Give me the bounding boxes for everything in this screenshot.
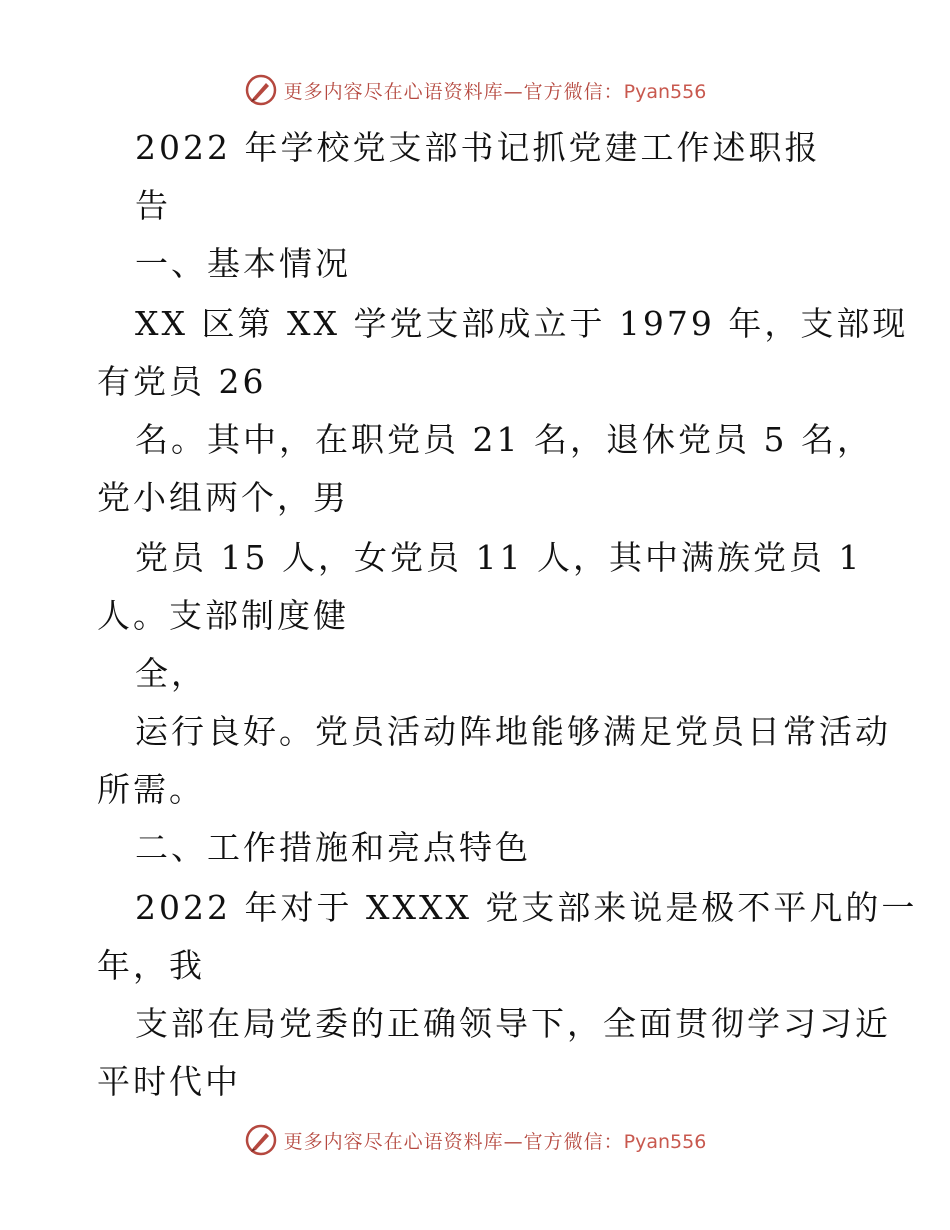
watermark-text: 更多内容尽在心语资料库—官方微信：Pyan556 <box>283 1130 707 1153</box>
paragraph-line: 党小组两个，男 <box>97 478 349 517</box>
watermark-text: 更多内容尽在心语资料库—官方微信：Pyan556 <box>283 80 707 103</box>
pen-logo-icon <box>244 73 278 107</box>
header-watermark <box>0 70 950 110</box>
paragraph-line: 全， <box>135 654 207 693</box>
paragraph-line: 名。其中，在职党员 21 名，退休党员 5 名， <box>135 420 873 459</box>
pen-logo-icon <box>244 1123 278 1157</box>
paragraph-line: 平时代中 <box>97 1062 241 1101</box>
watermark-handle: Pyan556 <box>623 80 707 103</box>
paragraph-line: 支部在局党委的正确领导下，全面贯彻学习习近 <box>135 1004 891 1043</box>
paragraph-line: 有党员 26 <box>97 362 267 401</box>
footer-watermark <box>0 1120 950 1160</box>
section-heading-2: 二、工作措施和亮点特色 <box>135 828 531 867</box>
document-title-cont: 告 <box>135 186 171 225</box>
paragraph-line: XX 区第 XX 学党支部成立于 1979 年，支部现 <box>135 304 909 343</box>
paragraph-line: 2022 年对于 XXXX 党支部来说是极不平凡的一 <box>135 888 918 927</box>
section-heading-1: 一、基本情况 <box>135 244 351 283</box>
document-title: 2022 年学校党支部书记抓党建工作述职报 <box>135 128 821 167</box>
paragraph-line: 年，我 <box>97 946 205 985</box>
paragraph-line: 运行良好。党员活动阵地能够满足党员日常活动 <box>135 712 891 751</box>
paragraph-line: 所需。 <box>97 770 205 809</box>
watermark-handle: Pyan556 <box>623 1130 707 1153</box>
paragraph-line: 人。支部制度健 <box>97 596 349 635</box>
paragraph-line: 党员 15 人，女党员 11 人，其中满族党员 1 <box>135 538 863 577</box>
